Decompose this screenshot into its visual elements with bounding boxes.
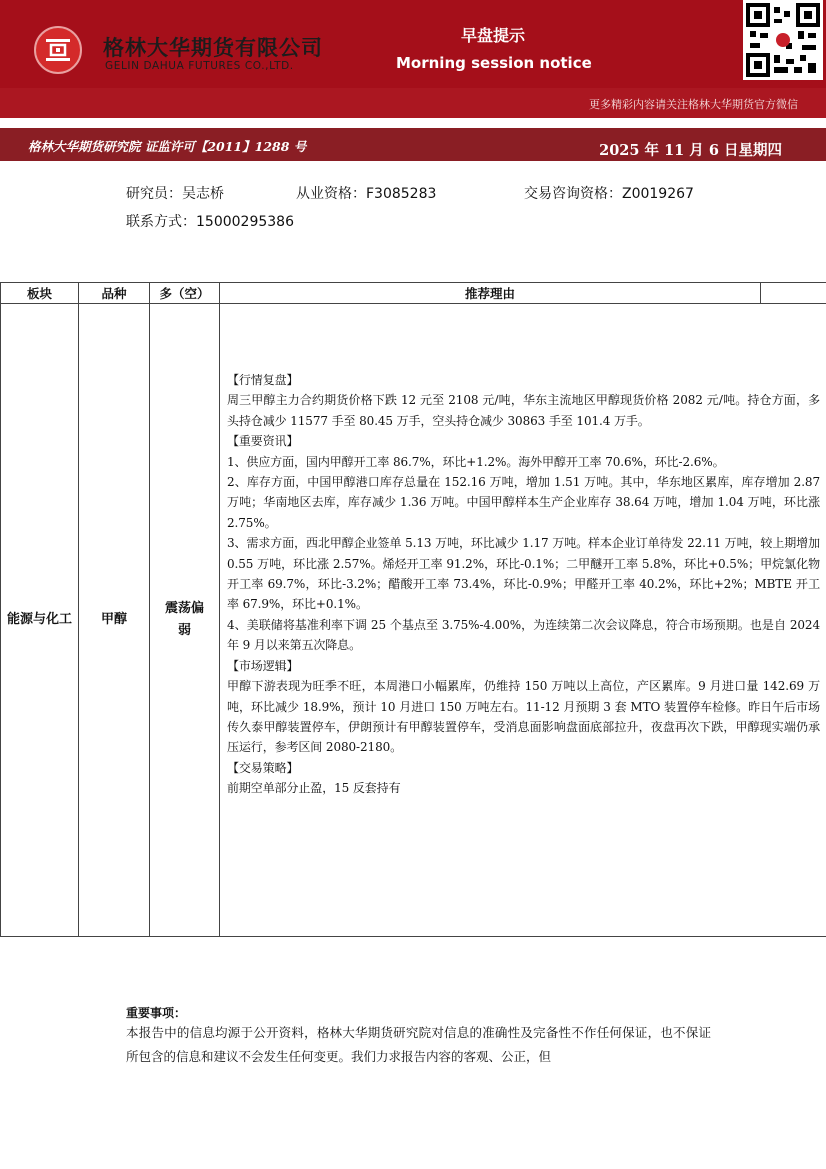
cell-product — [79, 304, 150, 937]
recommendation-table — [0, 282, 826, 937]
reason-line: 【交易策略】 — [227, 760, 299, 775]
report-title-cn: 早盘提示 — [461, 26, 526, 45]
report-date: 2025 年 11 月 6 日星期四 — [599, 142, 782, 159]
cell-sector — [1, 304, 79, 937]
reason-line: 【行情复盘】 — [227, 373, 299, 387]
header-reason: 推荐理由 — [220, 283, 761, 304]
notice-title: 重要事项： — [126, 1006, 187, 1020]
reason-line: 3、需求方面，西北甲醇企业签单 5.13 万吨，环比减少 1.17 万吨。样本企业订单待发 22.11 万吨，较上期增加 0.55 万吨，环比涨 2.57%。烯烃开工率 91.2%，环比-0.1%；二甲醚开工率 5.8%，环比+0.5%；甲烷氯化物开工率 69.7%，环比-3.2%；醋酸开工率 73.4%，环比-0.9%；甲醛开工率 40.2%，环比+2%；MBTE 开工率 67.9%，环比+0.1%。 — [227, 536, 820, 612]
sector-text: 能源与化工 — [6, 612, 72, 627]
company-logo-icon — [34, 26, 82, 74]
header-sector: 板块 — [1, 283, 79, 304]
header-blank — [761, 283, 826, 304]
table-header-row — [1, 283, 826, 304]
researcher-name: 研究员：吴志桥 — [126, 186, 224, 202]
report-title-en: Morning session notice — [396, 54, 592, 72]
company-name-cn: 格林大华期货有限公司 — [103, 36, 323, 60]
reason-line: 2、库存方面，中国甲醇港口库存总量在 152.16 万吨，增加 1.51 万吨。其中，华东地区累库，库存增加 2.87 万吨；华南地区去库，库存减少 1.36 万吨。中国甲醇样本生产企业库存 38.64 万吨，增加 1.04 万吨，环比涨 2.75%。 — [227, 475, 820, 530]
reason-line: 周三甲醇主力合约期货价格下跌 12 元至 2108 元/吨，华东主流地区甲醇现货价格 2082 元/吨。持仓方面，多头持仓减少 11577 手至 80.45 万手，空头持仓减少 30863 手至 101.4 万手。 — [227, 393, 820, 428]
researcher-contact: 联系方式：15000295386 — [126, 214, 294, 230]
table-row — [1, 304, 826, 937]
qr-code-icon — [743, 0, 823, 80]
reason-line: 【市场逻辑】 — [227, 658, 299, 673]
reason-line: 1、供应方面，国内甲醇开工率 86.7%，环比+1.2%。海外甲醇开工率 70.6%，环比-2.6%。 — [227, 454, 725, 469]
reason-content — [227, 370, 820, 799]
reason-line: 【重要资讯】 — [227, 434, 299, 449]
reason-line: 甲醇下游表现为旺季不旺，本周港口小幅累库，仍维持 150 万吨以上高位，产区累库。9 月进口量 142.69 万吨，环比减少 18.9%，预计 10 月进口 150 万吨左右。11-12 月预期 3 套 MTO 装置停车检修。昨日午后市场传久泰甲醇装置停车，伊朗预计有甲醇装置停车，受消息面影响盘面底部拉升，夜盘再次下跌，甲醇现实端仍承压运行，参考区间 2080-2180。 — [227, 679, 820, 755]
institute-license: 格林大华期货研究院 证监许可【2011】1288 号 — [28, 139, 307, 154]
wechat-note: 更多精彩内容请关注格林大华期货官方微信 — [589, 98, 798, 111]
product-text: 甲醇 — [100, 612, 127, 627]
cell-direction — [150, 304, 220, 937]
researcher-qualification: 从业资格：F3085283 — [296, 186, 437, 202]
header-direction: 多（空） — [150, 283, 220, 304]
header-product: 品种 — [79, 283, 150, 304]
company-name-en: GELIN DAHUA FUTURES CO.,LTD. — [105, 60, 294, 72]
researcher-consult-license: 交易咨询资格：Z0019267 — [524, 186, 694, 202]
reason-line: 前期空单部分止盈，15 反套持有 — [227, 781, 401, 796]
cell-reason — [220, 304, 826, 937]
notice-body: 本报告中的信息均源于公开资料，格林大华期货研究院对信息的准确性及完备性不作任何保证，也不保证所包含的信息和建议不会发生任何变更。我们力求报告内容的客观、公正，但 — [126, 1025, 711, 1064]
reason-line: 4、美联储将基准利率下调 25 个基点至 3.75%-4.00%，为连续第二次会议降息，符合市场预期。也是自 2024 年 9 月以来第五次降息。 — [227, 617, 820, 653]
direction-text: 震荡偏弱 — [164, 601, 204, 638]
